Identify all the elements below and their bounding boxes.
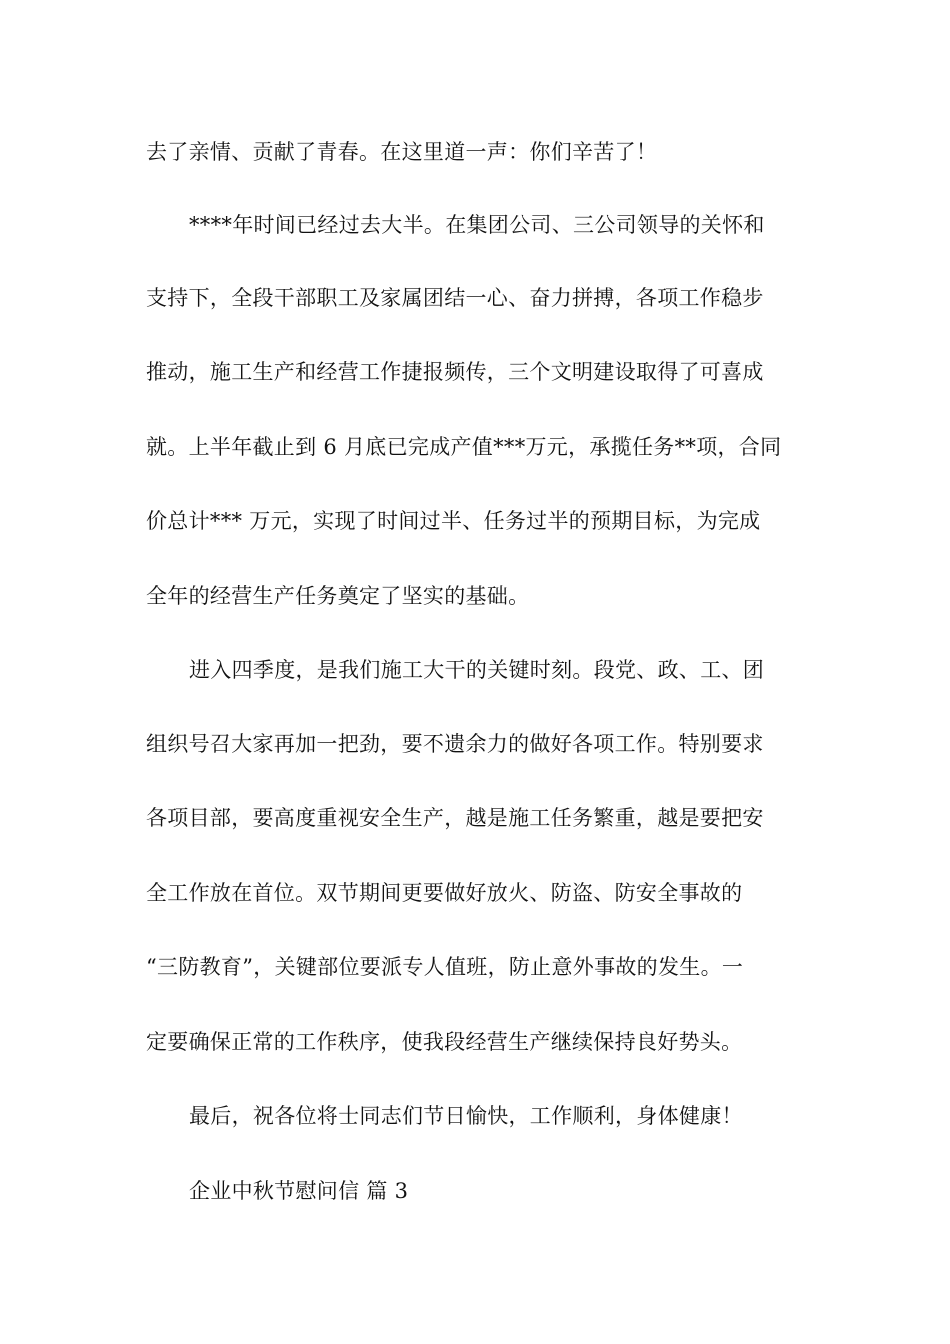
paragraph-line: ****年时间已经过去大半。在集团公司、三公司领导的关怀和 xyxy=(189,213,765,237)
paragraph-line: 最后，祝各位将士同志们节日愉快，工作顺利，身体健康！ xyxy=(189,1104,743,1128)
paragraph-line: 定要确保正常的工作秩序，使我段经营生产继续保持良好势头。 xyxy=(146,1030,743,1054)
paragraph-line: 组织号召大家再加一把劲，要不遗余力的做好各项工作。特别要求 xyxy=(146,732,764,756)
paragraph-line: 进入四季度，是我们施工大干的关键时刻。段党、政、工、团 xyxy=(189,658,765,682)
paragraph-line: 去了亲情、贡献了青春。在这里道一声：你们辛苦了！ xyxy=(146,140,658,164)
paragraph-line: 全工作放在首位。双节期间更要做好放火、防盗、防安全事故的 xyxy=(146,881,743,905)
paragraph-line: 支持下，全段干部职工及家属团结一心、奋力拼搏，各项工作稳步 xyxy=(146,286,764,310)
paragraph-line: 推动，施工生产和经营工作捷报频传，三个文明建设取得了可喜成 xyxy=(146,360,764,384)
paragraph-line: 各项目部，要高度重视安全生产，越是施工任务繁重，越是要把安 xyxy=(146,806,764,830)
paragraph-line: 就。上半年截止到 6 月底已完成产值***万元，承揽任务**项，合同 xyxy=(146,435,782,459)
section-heading: 企业中秋节慰问信 篇 3 xyxy=(189,1179,409,1203)
paragraph-line: 全年的经营生产任务奠定了坚实的基础。 xyxy=(146,584,530,608)
paragraph-line: “三防教育”，关键部位要派专人值班，防止意外事故的发生。一 xyxy=(146,955,744,979)
paragraph-line: 价总计*** 万元，实现了时间过半、任务过半的预期目标，为完成 xyxy=(146,509,761,533)
